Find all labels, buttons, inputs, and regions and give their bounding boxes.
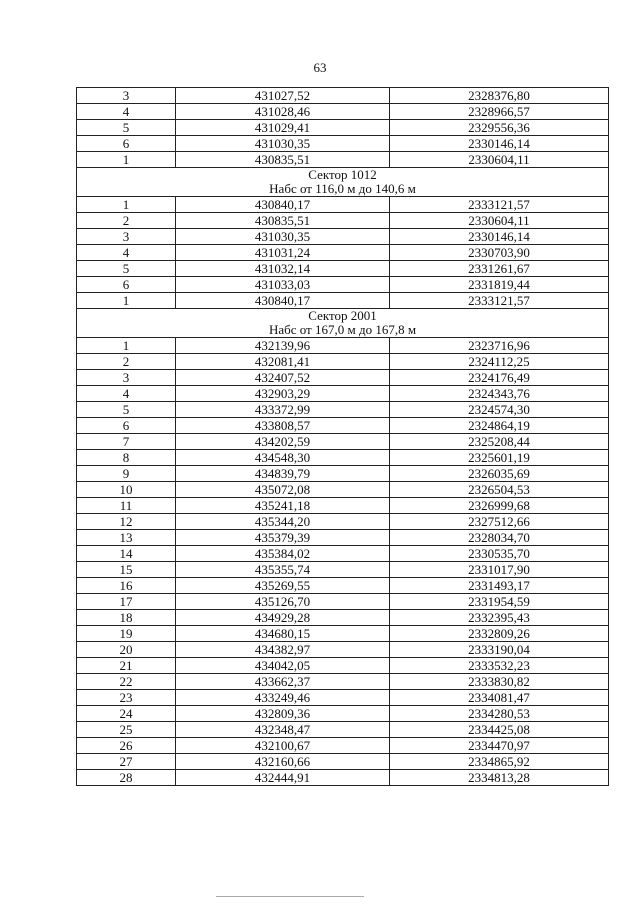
coordinates-table-body [77,88,609,786]
x-coordinate-cell: 434382,97 [176,642,390,658]
y-coordinate-cell: 2332395,43 [390,610,609,626]
point-number-cell: 16 [77,578,176,594]
x-coordinate-cell: 434929,28 [176,610,390,626]
sector-header-row [77,168,609,197]
sector-header-row [77,309,609,338]
point-number-cell: 2 [77,354,176,370]
y-coordinate-cell: 2328034,70 [390,530,609,546]
y-coordinate-cell: 2324574,30 [390,402,609,418]
table-row [77,229,609,245]
x-coordinate-cell: 435241,18 [176,498,390,514]
table-row [77,610,609,626]
y-coordinate-cell: 2334865,92 [390,754,609,770]
x-coordinate-cell: 433372,99 [176,402,390,418]
x-coordinate-cell: 432081,41 [176,354,390,370]
point-number-cell: 17 [77,594,176,610]
x-coordinate-cell: 434839,79 [176,466,390,482]
point-number-cell: 6 [77,277,176,293]
y-coordinate-cell: 2334081,47 [390,690,609,706]
point-number-cell: 22 [77,674,176,690]
point-number-cell: 20 [77,642,176,658]
y-coordinate-cell: 2332809,26 [390,626,609,642]
table-row [77,514,609,530]
table-row [77,245,609,261]
table-row [77,626,609,642]
point-number-cell: 10 [77,482,176,498]
x-coordinate-cell: 433662,37 [176,674,390,690]
table-row [77,578,609,594]
y-coordinate-cell: 2324176,49 [390,370,609,386]
y-coordinate-cell: 2330703,90 [390,245,609,261]
x-coordinate-cell: 430840,17 [176,293,390,309]
y-coordinate-cell: 2333121,57 [390,197,609,213]
x-coordinate-cell: 431027,52 [176,88,390,104]
x-coordinate-cell: 432100,67 [176,738,390,754]
x-coordinate-cell: 435355,74 [176,562,390,578]
x-coordinate-cell: 431030,35 [176,229,390,245]
x-coordinate-cell: 430835,51 [176,152,390,168]
x-coordinate-cell: 431032,14 [176,261,390,277]
x-coordinate-cell: 430835,51 [176,213,390,229]
y-coordinate-cell: 2334813,28 [390,770,609,786]
x-coordinate-cell: 435126,70 [176,594,390,610]
y-coordinate-cell: 2330604,11 [390,213,609,229]
x-coordinate-cell: 435344,20 [176,514,390,530]
sector-height-range: Набс от 116,0 м до 140,6 м [269,181,416,196]
y-coordinate-cell: 2334470,97 [390,738,609,754]
x-coordinate-cell: 431033,03 [176,277,390,293]
point-number-cell: 15 [77,562,176,578]
point-number-cell: 4 [77,386,176,402]
y-coordinate-cell: 2331017,90 [390,562,609,578]
sector-title: Сектор 1012 [308,167,377,182]
x-coordinate-cell: 435379,39 [176,530,390,546]
table-row [77,152,609,168]
table-row [77,104,609,120]
coordinates-table [76,87,609,786]
x-coordinate-cell: 435269,55 [176,578,390,594]
point-number-cell: 4 [77,245,176,261]
point-number-cell: 23 [77,690,176,706]
table-row [77,386,609,402]
x-coordinate-cell: 432160,66 [176,754,390,770]
table-row [77,594,609,610]
point-number-cell: 3 [77,370,176,386]
point-number-cell: 19 [77,626,176,642]
table-row [77,277,609,293]
x-coordinate-cell: 434680,15 [176,626,390,642]
y-coordinate-cell: 2329556,36 [390,120,609,136]
y-coordinate-cell: 2328376,80 [390,88,609,104]
point-number-cell: 7 [77,434,176,450]
point-number-cell: 21 [77,658,176,674]
point-number-cell: 13 [77,530,176,546]
x-coordinate-cell: 432903,29 [176,386,390,402]
y-coordinate-cell: 2330146,14 [390,136,609,152]
x-coordinate-cell: 432407,52 [176,370,390,386]
table-row [77,261,609,277]
table-row [77,338,609,354]
sector-header [77,168,609,197]
point-number-cell: 1 [77,152,176,168]
y-coordinate-cell: 2331819,44 [390,277,609,293]
x-coordinate-cell: 432809,36 [176,706,390,722]
table-row [77,562,609,578]
x-coordinate-cell: 434042,05 [176,658,390,674]
table-row [77,770,609,786]
y-coordinate-cell: 2334280,53 [390,706,609,722]
point-number-cell: 6 [77,136,176,152]
x-coordinate-cell: 432444,91 [176,770,390,786]
point-number-cell: 12 [77,514,176,530]
y-coordinate-cell: 2330146,14 [390,229,609,245]
table-row [77,530,609,546]
x-coordinate-cell: 431029,41 [176,120,390,136]
point-number-cell: 5 [77,120,176,136]
x-coordinate-cell: 434548,30 [176,450,390,466]
scan-edge-line [216,896,364,897]
page-number: 63 [313,60,327,75]
x-coordinate-cell: 434202,59 [176,434,390,450]
y-coordinate-cell: 2323716,96 [390,338,609,354]
point-number-cell: 25 [77,722,176,738]
point-number-cell: 3 [77,229,176,245]
point-number-cell: 18 [77,610,176,626]
y-coordinate-cell: 2331261,67 [390,261,609,277]
y-coordinate-cell: 2331493,17 [390,578,609,594]
point-number-cell: 4 [77,104,176,120]
table-row [77,370,609,386]
y-coordinate-cell: 2330535,70 [390,546,609,562]
table-row [77,546,609,562]
table-row [77,658,609,674]
x-coordinate-cell: 431030,35 [176,136,390,152]
point-number-cell: 28 [77,770,176,786]
table-row [77,722,609,738]
table-row [77,213,609,229]
x-coordinate-cell: 431031,24 [176,245,390,261]
table-row [77,642,609,658]
x-coordinate-cell: 435384,02 [176,546,390,562]
y-coordinate-cell: 2326999,68 [390,498,609,514]
table-row [77,418,609,434]
x-coordinate-cell: 433249,46 [176,690,390,706]
y-coordinate-cell: 2328966,57 [390,104,609,120]
sector-header [77,309,609,338]
point-number-cell: 27 [77,754,176,770]
table-row [77,136,609,152]
y-coordinate-cell: 2325601,19 [390,450,609,466]
x-coordinate-cell: 430840,17 [176,197,390,213]
point-number-cell: 3 [77,88,176,104]
y-coordinate-cell: 2333830,82 [390,674,609,690]
y-coordinate-cell: 2324343,76 [390,386,609,402]
point-number-cell: 9 [77,466,176,482]
table-row [77,690,609,706]
sector-title: Сектор 2001 [308,308,377,323]
y-coordinate-cell: 2334425,08 [390,722,609,738]
table-row [77,354,609,370]
point-number-cell: 2 [77,213,176,229]
y-coordinate-cell: 2331954,59 [390,594,609,610]
point-number-cell: 1 [77,293,176,309]
y-coordinate-cell: 2333532,23 [390,658,609,674]
y-coordinate-cell: 2326035,69 [390,466,609,482]
y-coordinate-cell: 2327512,66 [390,514,609,530]
table-row [77,754,609,770]
table-row [77,498,609,514]
point-number-cell: 1 [77,338,176,354]
table-row [77,402,609,418]
table-row [77,197,609,213]
point-number-cell: 26 [77,738,176,754]
y-coordinate-cell: 2333121,57 [390,293,609,309]
table-row [77,466,609,482]
table-row [77,482,609,498]
point-number-cell: 5 [77,402,176,418]
y-coordinate-cell: 2326504,53 [390,482,609,498]
table-row [77,88,609,104]
point-number-cell: 14 [77,546,176,562]
x-coordinate-cell: 431028,46 [176,104,390,120]
x-coordinate-cell: 432348,47 [176,722,390,738]
table-row [77,120,609,136]
point-number-cell: 11 [77,498,176,514]
table-row [77,450,609,466]
x-coordinate-cell: 435072,08 [176,482,390,498]
point-number-cell: 6 [77,418,176,434]
table-row [77,674,609,690]
x-coordinate-cell: 433808,57 [176,418,390,434]
point-number-cell: 8 [77,450,176,466]
y-coordinate-cell: 2325208,44 [390,434,609,450]
y-coordinate-cell: 2330604,11 [390,152,609,168]
table-row [77,293,609,309]
y-coordinate-cell: 2333190,04 [390,642,609,658]
table-row [77,738,609,754]
point-number-cell: 5 [77,261,176,277]
table-row [77,434,609,450]
x-coordinate-cell: 432139,96 [176,338,390,354]
y-coordinate-cell: 2324864,19 [390,418,609,434]
point-number-cell: 1 [77,197,176,213]
table-row [77,706,609,722]
point-number-cell: 24 [77,706,176,722]
y-coordinate-cell: 2324112,25 [390,354,609,370]
sector-height-range: Набс от 167,0 м до 167,8 м [268,322,417,337]
